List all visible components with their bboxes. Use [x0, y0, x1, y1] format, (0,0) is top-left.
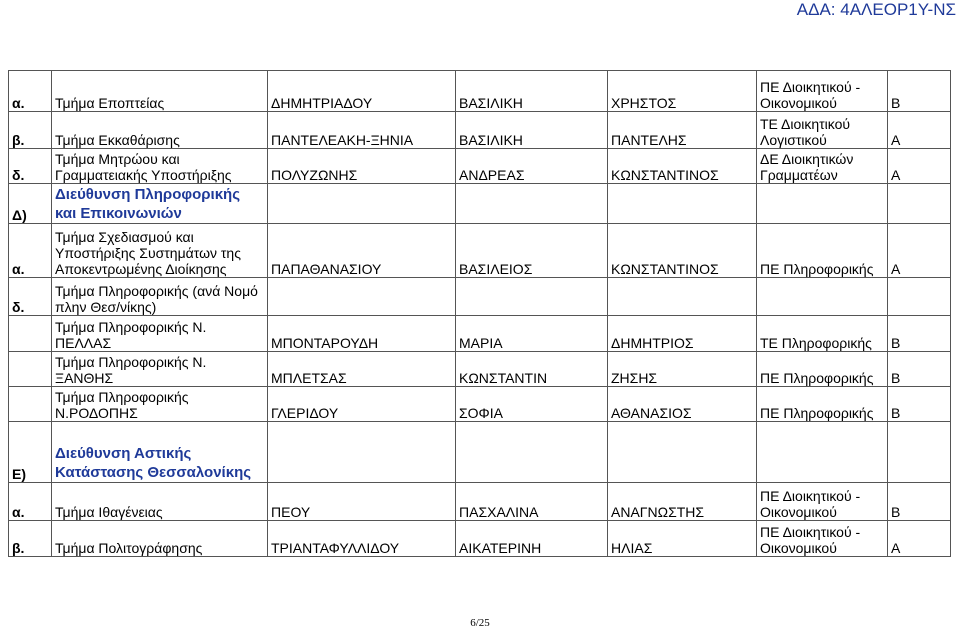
staff-table [8, 70, 951, 557]
directorate-title: Διεύθυνση Αστικής Κατάστασης Θεσσαλονίκης [55, 445, 252, 481]
empty-cell [757, 278, 888, 316]
last-name: ΠΑΠΑΘΑΝΑΣΙΟΥ [268, 224, 456, 278]
grade: Β [888, 71, 951, 112]
first-name: ΜΑΡΙΑ [456, 316, 608, 352]
section-heading-row [9, 184, 951, 224]
father-name: ΠΑΝΤΕΛΗΣ [608, 112, 757, 149]
first-name: ΒΑΣΙΛΕΙΟΣ [456, 224, 608, 278]
grade: Α [888, 224, 951, 278]
father-name: ΚΩΝΣΤΑΝΤΙΝΟΣ [608, 224, 757, 278]
specialty: ΔΕ Διοικητικών Γραμματέων [757, 149, 888, 184]
unit-name: Τμήμα Πληροφορικής Ν. ΞΑΝΘΗΣ [52, 352, 268, 387]
first-name: ΒΑΣΙΛΙΚΗ [456, 71, 608, 112]
directorate-title: Διεύθυνση Πληροφορικής και Επικοινωνιών [55, 186, 241, 222]
first-name: ΑΙΚΑΤΕΡΙΝΗ [456, 521, 608, 557]
row-letter: α. [9, 483, 52, 521]
empty-cell [268, 422, 456, 483]
unit-name: Τμήμα Ιθαγένειας [52, 483, 268, 521]
unit-name: Τμήμα Πολιτογράφησης [52, 521, 268, 557]
father-name: ΑΝΑΓΝΩΣΤΗΣ [608, 483, 757, 521]
grade: Β [888, 387, 951, 422]
last-name: ΓΛΕΡΙΔΟΥ [268, 387, 456, 422]
specialty: ΠΕ Πληροφορικής [757, 224, 888, 278]
row-letter: α. [9, 71, 52, 112]
grade: Β [888, 352, 951, 387]
row-letter: β. [9, 112, 52, 149]
last-name: ΠΕΟΥ [268, 483, 456, 521]
table-row [9, 149, 951, 184]
father-name: ΔΗΜΗΤΡΙΟΣ [608, 316, 757, 352]
last-name: ΠΑΝΤΕΛΕΑΚΗ-ΞΗΝΙΑ [268, 112, 456, 149]
specialty: ΤΕ Πληροφορικής [757, 316, 888, 352]
father-name: ΚΩΝΣΤΑΝΤΙΝΟΣ [608, 149, 757, 184]
empty-cell [757, 422, 888, 483]
last-name: ΜΠΟΝΤΑΡΟΥΔΗ [268, 316, 456, 352]
last-name: ΔΗΜΗΤΡΙΑΔΟΥ [268, 71, 456, 112]
empty-cell [608, 278, 757, 316]
row-letter [9, 316, 52, 352]
table-row [9, 483, 951, 521]
table-row [9, 352, 951, 387]
grade: Β [888, 316, 951, 352]
last-name: ΤΡΙΑΝΤΑΦΥΛΛΙΔΟΥ [268, 521, 456, 557]
directorate-heading [52, 422, 268, 483]
empty-cell [888, 422, 951, 483]
grade: Α [888, 112, 951, 149]
unit-name: Τμήμα Πληροφορικής (ανά Νομό πλην Θεσ/νίκης) [52, 278, 268, 316]
ada-code: ΑΔΑ: 4ΑΛΕΟΡ1Υ-ΝΣ [796, 0, 956, 19]
empty-cell [888, 184, 951, 224]
row-letter: β. [9, 521, 52, 557]
empty-cell [268, 184, 456, 224]
unit-name: Τμήμα Μητρώου και Γραμματειακής Υποστήριξης [52, 149, 268, 184]
father-name: ΧΡΗΣΤΟΣ [608, 71, 757, 112]
row-letter: δ. [9, 149, 52, 184]
last-name: ΜΠΛΕΤΣΑΣ [268, 352, 456, 387]
table-row [9, 316, 951, 352]
first-name: ΒΑΣΙΛΙΚΗ [456, 112, 608, 149]
unit-name: Τμήμα Σχεδιασμού και Υποστήριξης Συστημάτων της Αποκεντρωμένης Διοίκησης [52, 224, 268, 278]
first-name: ΠΑΣΧΑΛΙΝΑ [456, 483, 608, 521]
first-name: ΑΝΔΡΕΑΣ [456, 149, 608, 184]
first-name: ΚΩΝΣΤΑΝΤΙΝ [456, 352, 608, 387]
table-row [9, 521, 951, 557]
empty-cell [456, 278, 608, 316]
grade: Β [888, 483, 951, 521]
specialty: ΠΕ Διοικητικού - Οικονομικού [757, 71, 888, 112]
table-row [9, 278, 951, 316]
last-name: ΠΟΛΥΖΩΝΗΣ [268, 149, 456, 184]
row-letter: δ. [9, 278, 52, 316]
empty-cell [757, 184, 888, 224]
father-name: ΖΗΣΗΣ [608, 352, 757, 387]
specialty: ΤΕ Διοικητικού Λογιστικού [757, 112, 888, 149]
empty-cell [456, 184, 608, 224]
table-row [9, 112, 951, 149]
empty-cell [268, 278, 456, 316]
first-name: ΣΟΦΙΑ [456, 387, 608, 422]
row-letter: α. [9, 224, 52, 278]
empty-cell [888, 278, 951, 316]
empty-cell [456, 422, 608, 483]
specialty: ΠΕ Διοικητικού - Οικονομικού [757, 483, 888, 521]
table-row [9, 387, 951, 422]
directorate-heading [52, 184, 268, 224]
row-letter [9, 387, 52, 422]
grade: Α [888, 521, 951, 557]
table-row [9, 71, 951, 112]
section-heading-row [9, 422, 951, 483]
unit-name: Τμήμα Πληροφορικής Ν. ΠΕΛΛΑΣ [52, 316, 268, 352]
father-name: ΑΘΑΝΑΣΙΟΣ [608, 387, 757, 422]
table-row [9, 224, 951, 278]
unit-name: Τμήμα Εκκαθάρισης [52, 112, 268, 149]
empty-cell [608, 184, 757, 224]
row-letter: Ε) [9, 422, 52, 483]
specialty: ΠΕ Πληροφορικής [757, 352, 888, 387]
row-letter: Δ) [9, 184, 52, 224]
unit-name: Τμήμα Πληροφορικής Ν.ΡΟΔΟΠΗΣ [52, 387, 268, 422]
father-name: ΗΛΙΑΣ [608, 521, 757, 557]
empty-cell [608, 422, 757, 483]
grade: Α [888, 149, 951, 184]
specialty: ΠΕ Πληροφορικής [757, 387, 888, 422]
page-number: 6/25 [470, 617, 490, 629]
specialty: ΠΕ Διοικητικού - Οικονομικού [757, 521, 888, 557]
row-letter [9, 352, 52, 387]
unit-name: Τμήμα Εποπτείας [52, 71, 268, 112]
